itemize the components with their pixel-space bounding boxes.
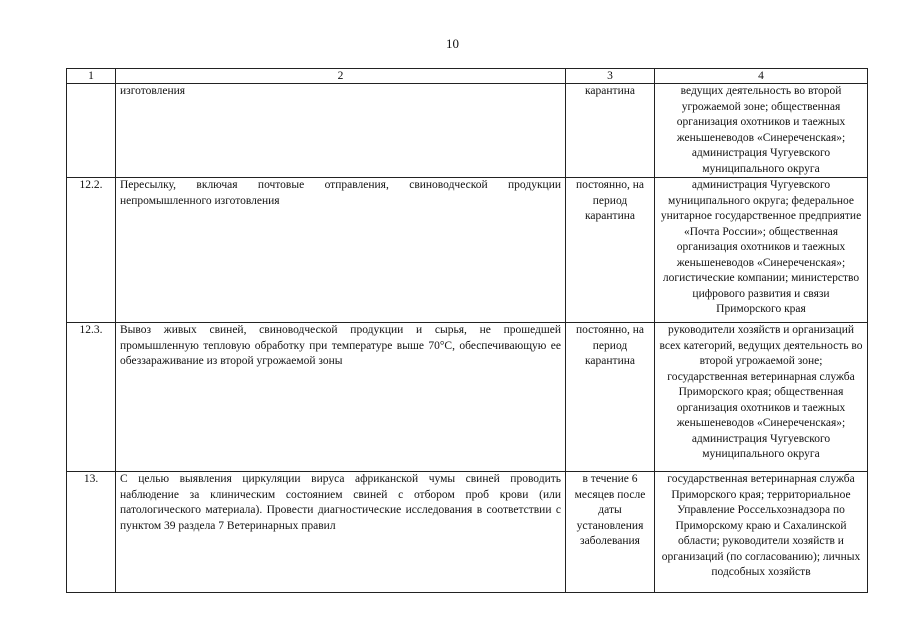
- row-number: 13.: [67, 472, 116, 593]
- row-action: С целью выявления циркуляции вируса африканской чумы свиней проводить наблюдение за клиническим состоянием свиней с отбором проб крови (или патологического материала). Провести диагностические исследования в соответствии с пунктом 39 раздела 7 Ветеринарных правил: [116, 472, 566, 593]
- row-term: карантина: [566, 84, 655, 178]
- row-action: Пересылку, включая почтовые отправления, свиноводческой продукции непромышленного изготовления: [116, 178, 566, 323]
- table-body: [67, 84, 868, 593]
- row-responsible: ведущих деятельность во второй угрожаемой зоне; общественная организация охотников и таежных женьшеневодов «Синереченская»; администрация Чугуевского муниципального округа: [655, 84, 868, 178]
- row-number: [67, 84, 116, 178]
- row-term: постоянно, на период карантина: [566, 323, 655, 472]
- header-col-action: 2: [116, 69, 566, 84]
- row-term: в течение 6 месяцев после даты установления заболевания: [566, 472, 655, 593]
- row-responsible: государственная ветеринарная служба Приморского края; территориальное Управление Россельхознадзора по Приморскому краю и Сахалинской области; руководители хозяйств и организаций (по согласованию); личных подсобных хозяйств: [655, 472, 868, 593]
- header-col-number: 1: [67, 69, 116, 84]
- row-action: Вывоз живых свиней, свиноводческой продукции и сырья, не прошедшей промышленную тепловую обработку при температуре выше 70°С, обеспечивающую ее обеззараживание из второй угрожаемой зоны: [116, 323, 566, 472]
- table-row: [67, 84, 868, 178]
- table-row: [67, 323, 868, 472]
- table-header: [67, 69, 868, 84]
- row-action: изготовления: [116, 84, 566, 178]
- header-col-responsible: 4: [655, 69, 868, 84]
- row-number: 12.2.: [67, 178, 116, 323]
- row-term: постоянно, на период карантина: [566, 178, 655, 323]
- header-row: [67, 69, 868, 84]
- row-number: 12.3.: [67, 323, 116, 472]
- table-row: [67, 472, 868, 593]
- table-row: [67, 178, 868, 323]
- row-responsible: руководители хозяйств и организаций всех категорий, ведущих деятельность во второй угрожаемой зоне; государственная ветеринарная служба Приморского края; общественная организация охотников и таежных женьшеневодов «Синереченская»; администрация Чугуевского муниципального округа: [655, 323, 868, 472]
- measures-table: [66, 68, 868, 593]
- header-col-term: 3: [566, 69, 655, 84]
- row-responsible: администрация Чугуевского муниципального округа; федеральное унитарное государственное предприятие «Почта России»; общественная организация охотников и таежных женьшеневодов «Синереченская»; логистические компании; министерство цифрового развития и связи Приморского края: [655, 178, 868, 323]
- page-number: 10: [446, 36, 459, 51]
